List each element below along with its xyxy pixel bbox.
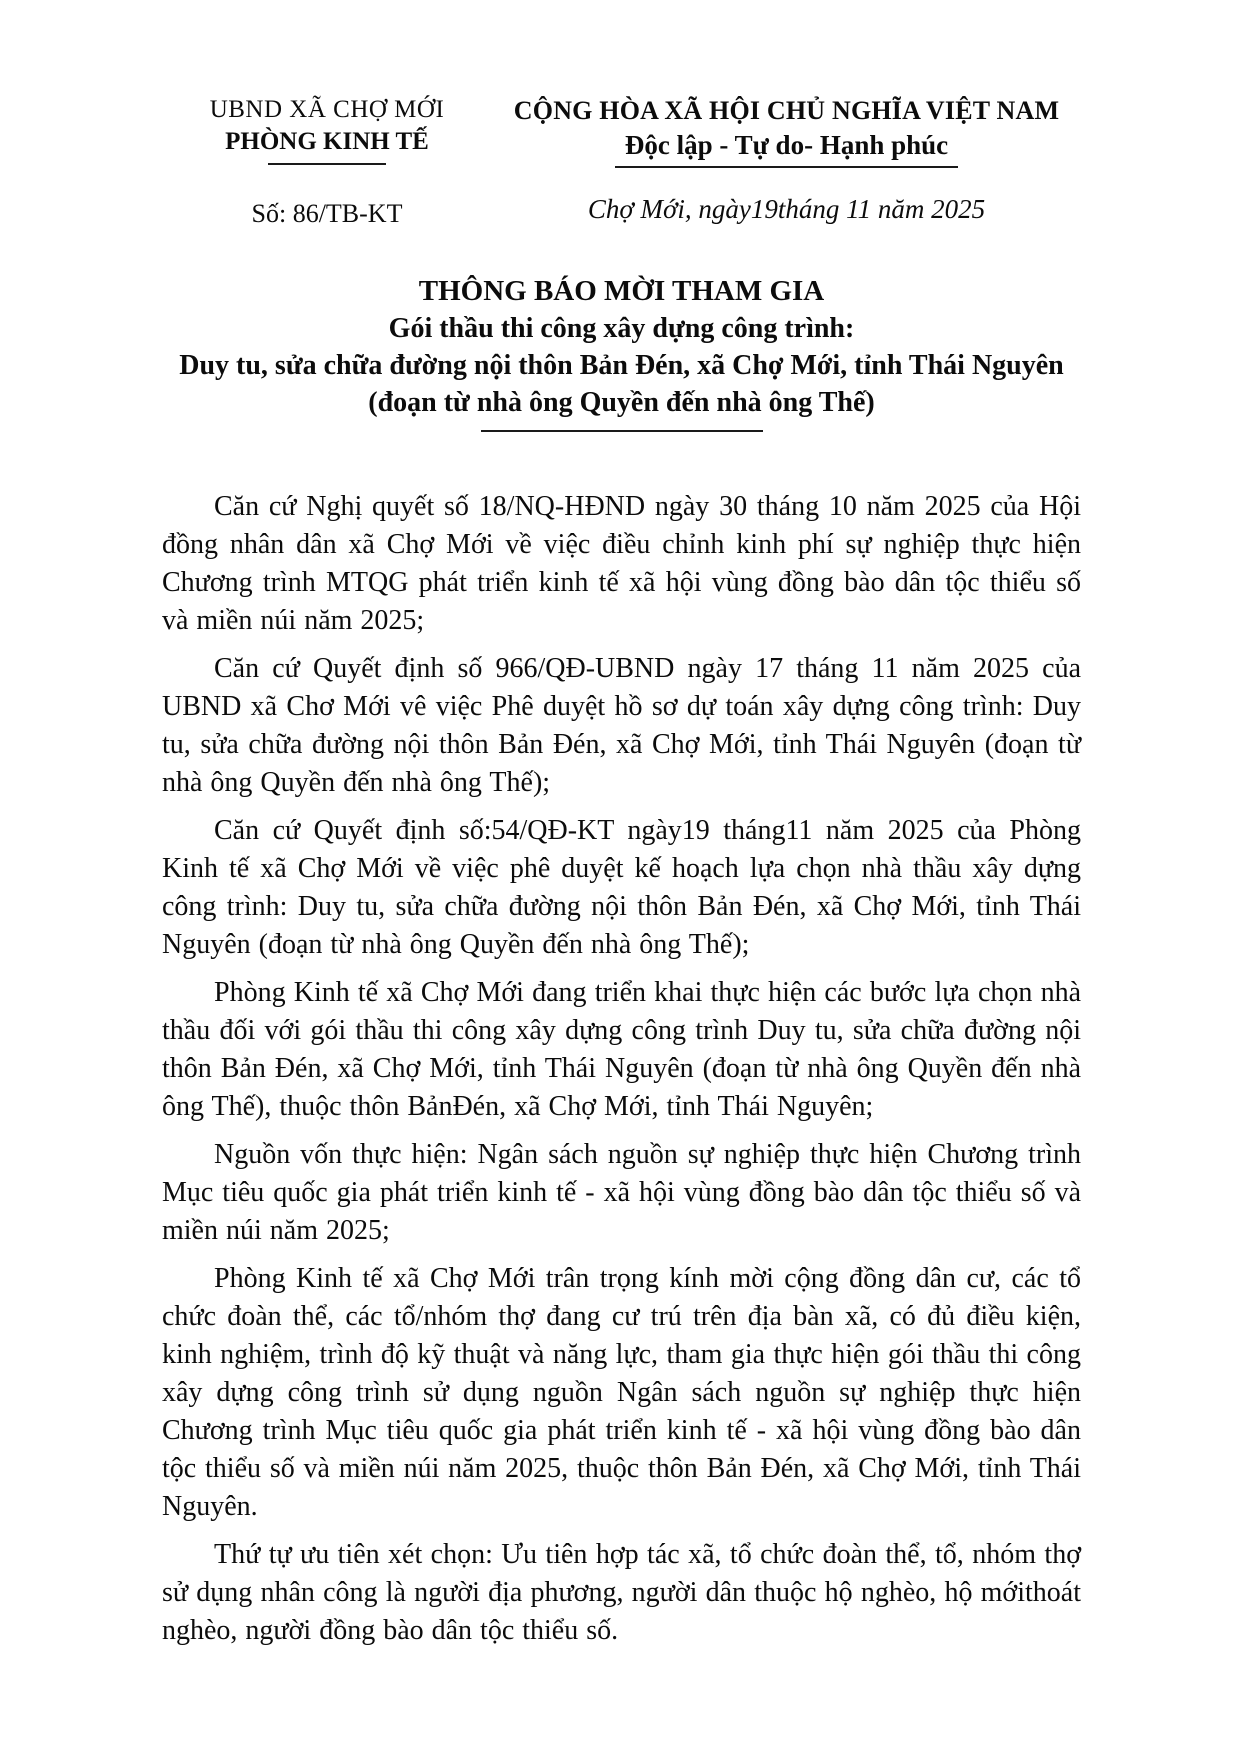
document-subtitle-2: Duy tu, sửa chữa đường nội thôn Bản Đén, xã Chợ Mới, tỉnh Thái Nguyên — [179, 350, 1064, 381]
paragraph-priority-order: Thứ tự ưu tiên xét chọn: Ưu tiên hợp tác xã, tổ chức đoàn thể, tổ, nhóm thợ sử dụng nhân công là người địa phương, người dân thuộc hộ nghèo, hộ mớithoát nghèo, người đồng bào dân tộc thiểu số. — [162, 1539, 1081, 1646]
document-subtitle-1: Gói thầu thi công xây dựng công trình: — [388, 313, 855, 344]
paragraph-project-description: Phòng Kinh tế xã Chợ Mới đang triển khai thực hiện các bước lựa chọn nhà thầu đối với gói thầu thi công xây dựng công trình Duy tu, sửa chữa đường nội thôn Bản Đén, xã Chợ Mới, tỉnh Thái Nguyên (đoạn từ nhà ông Quyền đến nhà ông Thế), thuộc thôn BảnĐén, xã Chợ Mới, tỉnh Thái Nguyên; — [162, 977, 1081, 1122]
issuing-agency-name: PHÒNG KINH TẾ — [225, 128, 429, 155]
paragraph-invitation: Phòng Kinh tế xã Chợ Mới trân trọng kính mời cộng đồng dân cư, các tổ chức đoàn thể, các tổ/nhóm thợ đang cư trú trên địa bàn xã, có đủ điều kiện, kinh nghiệm, trình độ kỹ thuật và năng lực, tham gia thực hiện gói thầu thi công xây dựng công trình sử dụng nguồn Ngân sách nguồn sự nghiệp thực hiện Chương trình Mục tiêu quốc gia phát triển kinh tế - xã hội vùng đồng bào dân tộc thiểu số và miền núi năm 2025, thuộc thôn Bản Đén, xã Chợ Mới, tỉnh Thái Nguyên. — [162, 1263, 1081, 1522]
document-subtitle-3: (đoạn từ nhà ông Quyền đến nhà ông Thế) — [368, 387, 875, 418]
national-header-block — [492, 96, 1081, 225]
paragraph-legal-basis-1: Căn cứ Nghị quyết số 18/NQ-HĐND ngày 30 tháng 10 năm 2025 của Hội đồng nhân dân xã Chợ Mới về việc điều chỉnh kinh phí sự nghiệp thực hiện Chương trình MTQG phát triển kinh tế xã hội vùng đồng bào dân tộc thiểu số và miền núi năm 2025; — [162, 491, 1081, 636]
title-underline-rule — [481, 430, 763, 432]
document-title-block — [162, 273, 1081, 432]
document-number: Số: 86/TB-KT — [251, 199, 403, 228]
paragraph-legal-basis-3: Căn cứ Quyết định số:54/QĐ-KT ngày19 tháng11 năm 2025 của Phòng Kinh tế xã Chợ Mới về việc phê duyệt kế hoạch lựa chọn nhà thầu xây dựng công trình: Duy tu, sửa chữa đường nội thôn Bản Đén, xã Chợ Mới, tỉnh Thái Nguyên (đoạn từ nhà ông Quyền đến nhà ông Thế); — [162, 815, 1081, 960]
paragraph-legal-basis-2: Căn cứ Quyết định số 966/QĐ-UBND ngày 17 tháng 11 năm 2025 của UBND xã Chơ Mới vê việc Phê duyệt hồ sơ dự toán xây dựng công trình: Duy tu, sửa chữa đường nội thôn Bản Đén, xã Chợ Mới, tỉnh Thái Nguyên (đoạn từ nhà ông Quyền đến nhà ông Thế); — [162, 653, 1081, 798]
document-header — [162, 96, 1081, 229]
national-motto: Độc lập - Tự do- Hạnh phúc — [615, 130, 958, 168]
paragraph-funding-source: Nguồn vốn thực hiện: Ngân sách nguồn sự nghiệp thực hiện Chương trình Mục tiêu quốc gia phát triển kinh tế - xã hội vùng đồng bào dân tộc thiểu số và miền núi năm 2025; — [162, 1139, 1081, 1246]
document-body — [162, 488, 1081, 1650]
parent-agency-name: UBND XÃ CHỢ MỚI — [209, 96, 445, 123]
place-date-line: Chợ Mới, ngày19tháng 11 năm 2025 — [587, 194, 986, 224]
agency-underline-rule — [268, 163, 386, 165]
issuing-agency-block — [162, 96, 492, 229]
national-title: CỘNG HÒA XÃ HỘI CHỦ NGHĨA VIỆT NAM — [513, 96, 1060, 125]
document-title: THÔNG BÁO MỜI THAM GIA — [418, 275, 825, 307]
